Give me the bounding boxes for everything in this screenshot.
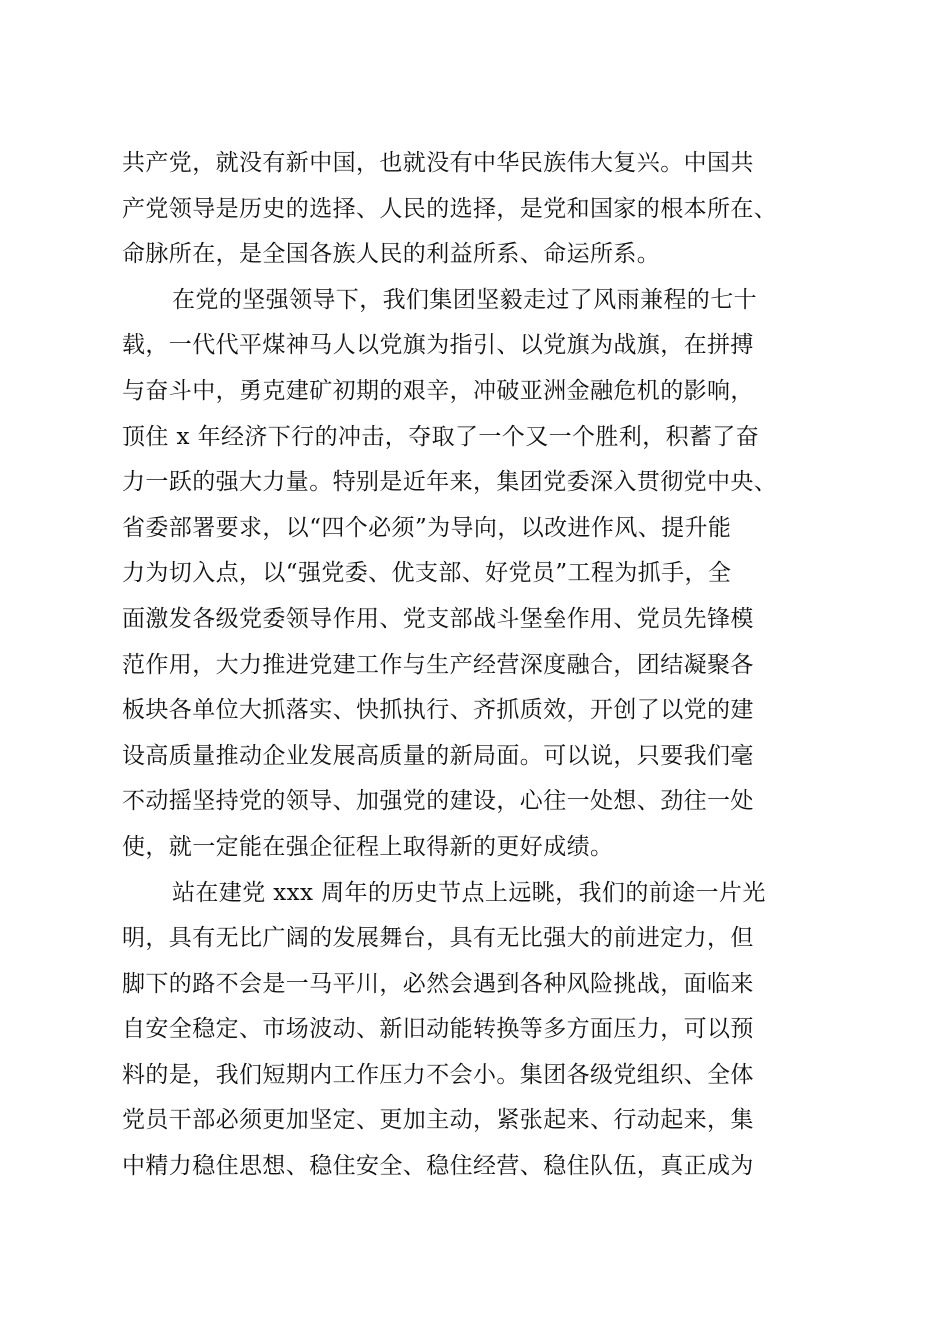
- text-line: 与奋斗中，勇克建矿初期的艰辛，冲破亚洲金融危机的影响，: [122, 377, 754, 404]
- paragraph-3: [122, 871, 832, 1190]
- text-line: 命脉所在，是全国各族人民的利益所系、命运所系。: [122, 241, 661, 268]
- text-line: 明，具有无比广阔的发展舞台，具有无比强大的前进定力，但: [122, 925, 754, 952]
- text-line: 设高质量推动企业发展高质量的新局面。可以说，只要我们毫: [122, 742, 754, 769]
- text-line: 料的是，我们短期内工作压力不会小。集团各级党组织、全体: [122, 1061, 754, 1088]
- paragraph-2: [122, 278, 832, 871]
- document-body: [122, 141, 832, 1190]
- text-line: 力为切入点，以“强党委、优支部、好党员”工程为抓手，全: [122, 560, 732, 587]
- paragraph-1: [122, 141, 832, 278]
- text-line: 顶住 x 年经济下行的冲击，夺取了一个又一个胜利，积蓄了奋: [122, 423, 760, 450]
- text-line: 中精力稳住思想、稳住安全、稳住经营、稳住队伍，真正成为: [122, 1153, 754, 1180]
- text-line: 省委部署要求，以“四个必须”为导向，以改进作风、提升能: [122, 514, 732, 541]
- text-line: 在党的坚强领导下，我们集团坚毅走过了风雨兼程的七十: [172, 286, 757, 313]
- text-line: 板块各单位大抓落实、快抓执行、齐抓质效，开创了以党的建: [122, 697, 754, 724]
- text-line: 产党领导是历史的选择、人民的选择，是党和国家的根本所在、: [122, 195, 778, 222]
- text-line: 范作用，大力推进党建工作与生产经营深度融合，团结凝聚各: [122, 651, 754, 678]
- text-line: 共产党，就没有新中国，也就没有中华民族伟大复兴。中国共: [122, 150, 754, 176]
- text-line: 面激发各级党委领导作用、党支部战斗堡垒作用、党员先锋模: [122, 605, 754, 632]
- text-line: 不动摇坚持党的领导、加强党的建设，心往一处想、劲往一处: [122, 788, 754, 815]
- text-line: 载，一代代平煤神马人以党旗为指引、以党旗为战旗，在拼搏: [122, 332, 754, 359]
- text-line: 党员干部必须更加坚定、更加主动，紧张起来、行动起来，集: [122, 1107, 754, 1134]
- text-line: 使，就一定能在强企征程上取得新的更好成绩。: [122, 833, 614, 860]
- text-line: 自安全稳定、市场波动、新旧动能转换等多方面压力，可以预: [122, 1016, 754, 1043]
- text-line: 站在建党 xxx 周年的历史节点上远眺，我们的前途一片光: [172, 879, 766, 906]
- text-line: 力一跃的强大力量。特别是近年来，集团党委深入贯彻党中央、: [122, 469, 778, 496]
- text-line: 脚下的路不会是一马平川，必然会遇到各种风险挑战，面临来: [122, 970, 754, 997]
